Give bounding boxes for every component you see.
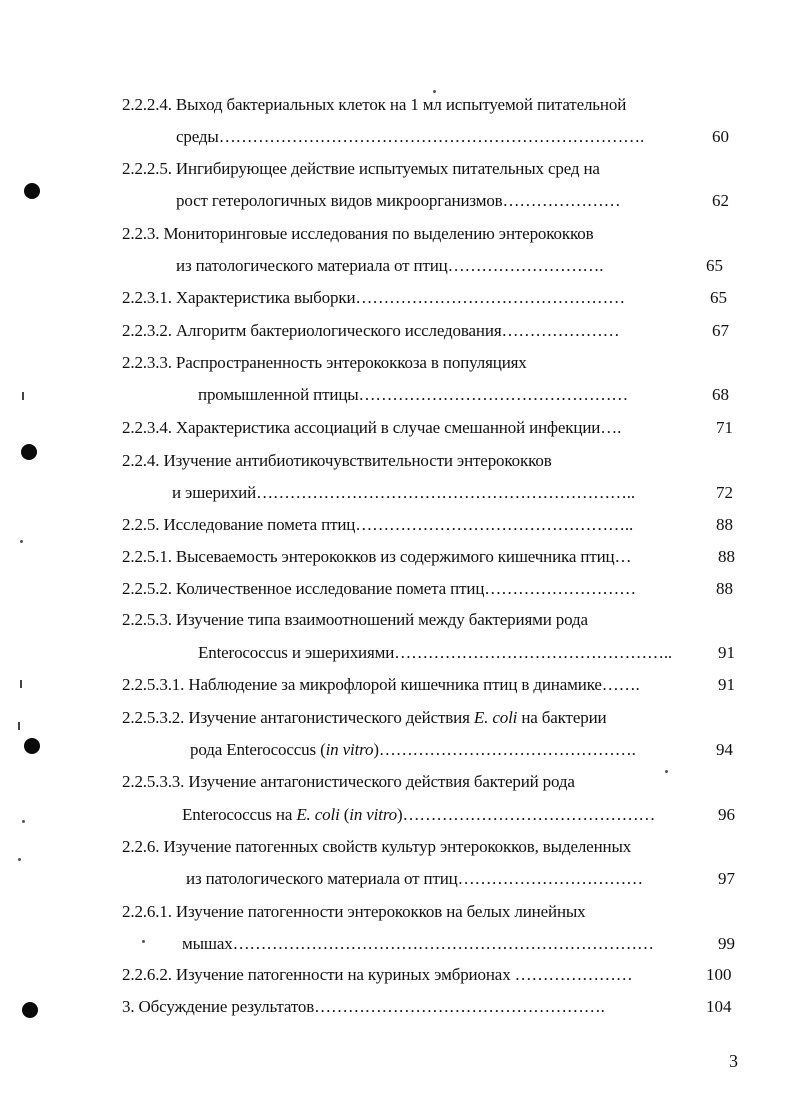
punch-hole (24, 738, 40, 754)
toc-entry-2-2-4-line1: 2.2.4. Изучение антибиотикочувствительности энтерококков (122, 451, 552, 470)
toc-entry-3: 3. Обсуждение результатов……………………………………………. (122, 997, 605, 1016)
toc-entry-2-2-6-line1: 2.2.6. Изучение патогенных свойств культур энтерококков, выделенных (122, 837, 632, 856)
toc-page-number: 96 (718, 805, 735, 824)
toc-page-number: 88 (716, 515, 733, 534)
toc-entry-2-2-6-1-line2: мышах………………………………………………………………… (182, 934, 654, 953)
toc-page-number: 94 (716, 740, 733, 759)
toc-entry-2-2-6-2: 2.2.6.2. Изучение патогенности на куриных эмбрионах ………………… (122, 965, 633, 984)
footer-page-number: 3 (729, 1051, 738, 1071)
toc-entry-2-2-5: 2.2.5. Исследование помета птиц………………………………………….. (122, 515, 634, 534)
toc-page-number: 65 (706, 256, 723, 275)
toc-page-number: 88 (716, 579, 733, 598)
toc-entry-2-2-3-4: 2.2.3.4. Характеристика ассоциаций в случае смешанной инфекции…. (122, 418, 622, 437)
toc-entry-2-2-5-3-2-line1 (122, 708, 606, 728)
toc-entry-2-2-5-3-3-line2: Enterococcus на E. coli (in vitro)……………………………………… (182, 805, 656, 824)
toc-page-number: 62 (712, 191, 729, 210)
toc-page-number: 67 (712, 321, 729, 340)
toc-text: 2.2.5.3.2. Изучение антагонистического действия E. coli на бактерии (122, 708, 607, 727)
scan-speck (433, 90, 436, 93)
toc-page-number: 91 (718, 675, 735, 694)
toc-entry-2-2-5-3-line2: Enterococcus и эшерихиями………………………………………….. (198, 643, 673, 662)
toc-entry-2-2-5-1: 2.2.5.1. Высеваемость энтерококков из содержимого кишечника птиц… (122, 547, 632, 566)
punch-hole (24, 183, 40, 199)
toc-page-number: 99 (718, 934, 735, 953)
toc-entry-2-2-5-3-1: 2.2.5.3.1. Наблюдение за микрофлорой кишечника птиц в динамике……. (122, 675, 640, 694)
punch-hole (21, 444, 37, 460)
toc-page-number: 104 (706, 997, 732, 1016)
scan-speck (142, 940, 145, 943)
toc-entry-2-2-6-line2: из патологического материала от птиц…………………………… (186, 869, 643, 888)
scan-speck (18, 722, 20, 730)
toc-page-number: 60 (712, 127, 729, 146)
toc-page-number: 68 (712, 385, 729, 404)
toc-entry-2-2-5-3-2-line2: рода Enterococcus (in vitro)………………………………………. (190, 740, 636, 759)
toc-entry-2-2-3-1: 2.2.3.1. Характеристика выборки………………………………………… (122, 288, 626, 307)
scan-speck (22, 820, 25, 823)
scan-speck (20, 680, 22, 688)
toc-page-number: 65 (710, 288, 727, 307)
toc-entry-2-2-3-2: 2.2.3.2. Алгоритм бактериологического исследования………………… (122, 321, 620, 340)
punch-hole (22, 1002, 38, 1018)
toc-entry-2-2-2-5-line1: 2.2.2.5. Ингибирующее действие испытуемых питательных сред на (122, 159, 600, 178)
toc-page-number: 100 (706, 965, 732, 984)
scan-speck (20, 540, 23, 543)
toc-entry-2-2-4-line2: и эшерихий………………………………………………………….. (172, 483, 635, 502)
toc-entry-2-2-5-3-line1: 2.2.5.3. Изучение типа взаимоотношений между бактериями рода (122, 610, 588, 629)
scan-speck (22, 392, 24, 400)
toc-page-number: 72 (716, 483, 733, 502)
scan-speck (18, 858, 21, 861)
toc-page-number: 71 (716, 418, 733, 437)
toc-page-number: 97 (718, 869, 735, 888)
toc-entry-2-2-2-4-line2: среды…………………………………………………………………. (176, 127, 645, 146)
toc-entry-2-2-2-5-line2: рост гетерологичных видов микроорганизмов………………… (176, 191, 621, 210)
toc-page-number: 91 (718, 643, 735, 662)
toc-page-number: 88 (718, 547, 735, 566)
scan-speck (665, 770, 668, 773)
toc-entry-2-2-3-3-line2: промышленной птицы………………………………………… (198, 385, 629, 404)
toc-entry-2-2-6-1-line1: 2.2.6.1. Изучение патогенности энтерококков на белых линейных (122, 902, 586, 921)
toc-entry-2-2-3-3-line1: 2.2.3.3. Распространенность энтерококкоза в популяциях (122, 353, 527, 372)
toc-entry-2-2-5-3-3-line1: 2.2.5.3.3. Изучение антагонистического действия бактерий рода (122, 772, 575, 791)
toc-entry-2-2-3-line2: из патологического материала от птиц………………………. (176, 256, 604, 275)
toc-entry-2-2-5-2: 2.2.5.2. Количественное исследование помета птиц……………………… (122, 579, 636, 598)
toc-entry-2-2-2-4-line1: 2.2.2.4. Выход бактериальных клеток на 1 мл испытуемой питательной (122, 95, 627, 114)
toc-entry-2-2-3-line1: 2.2.3. Мониторинговые исследования по выделению энтерококков (122, 224, 594, 243)
